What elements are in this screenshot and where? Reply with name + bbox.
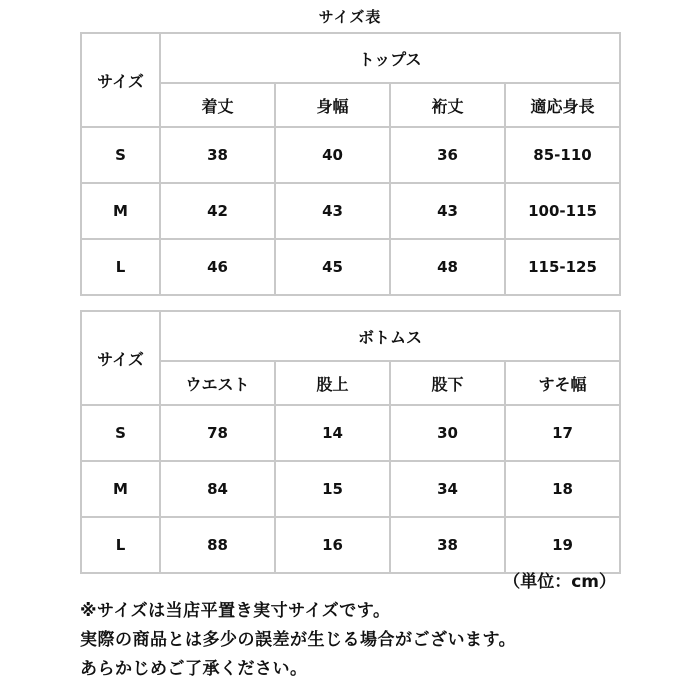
table-cell: 46 <box>160 239 275 295</box>
note-line: あらかじめご了承ください。 <box>80 659 308 679</box>
table-cell: 30 <box>390 405 505 461</box>
table-cell: 45 <box>275 239 390 295</box>
size-label: M <box>81 183 160 239</box>
table-cell: 36 <box>390 127 505 183</box>
table-cell: 17 <box>505 405 620 461</box>
page-title: サイズ表 <box>318 8 382 26</box>
tops-column-header-row <box>81 83 620 127</box>
table-cell: 14 <box>275 405 390 461</box>
column-header: 裄丈 <box>390 83 505 127</box>
table-cell: 78 <box>160 405 275 461</box>
column-header: 適応身長 <box>505 83 620 127</box>
note-line: ※サイズは当店平置き実寸サイズです。 <box>80 601 391 621</box>
table-cell: 16 <box>275 517 390 573</box>
table-cell: 85-110 <box>505 127 620 183</box>
bottoms-size-header: サイズ <box>81 311 160 405</box>
column-header: ウエスト <box>160 361 275 405</box>
tops-header-row <box>81 33 620 83</box>
bottoms-header-row <box>81 311 620 361</box>
table-cell: 18 <box>505 461 620 517</box>
size-label: L <box>81 239 160 295</box>
table-row <box>81 239 620 295</box>
note-line: 実際の商品とは多少の誤差が生じる場合がございます。 <box>80 630 517 650</box>
bottoms-group-label: ボトムス <box>160 311 620 361</box>
unit-note: （単位：cm） <box>503 572 616 592</box>
tops-size-header: サイズ <box>81 33 160 127</box>
table-row <box>81 461 620 517</box>
table-cell: 42 <box>160 183 275 239</box>
table-cell: 43 <box>390 183 505 239</box>
table-cell: 40 <box>275 127 390 183</box>
tops-group-label: トップス <box>160 33 620 83</box>
table-cell: 84 <box>160 461 275 517</box>
table-cell: 19 <box>505 517 620 573</box>
column-header: 着丈 <box>160 83 275 127</box>
column-header: すそ幅 <box>505 361 620 405</box>
table-cell: 88 <box>160 517 275 573</box>
notes-block <box>80 597 516 684</box>
table-cell: 38 <box>160 127 275 183</box>
table-cell: 38 <box>390 517 505 573</box>
table-row <box>81 405 620 461</box>
column-header: 身幅 <box>275 83 390 127</box>
table-row <box>81 127 620 183</box>
table-cell: 115-125 <box>505 239 620 295</box>
table-cell: 34 <box>390 461 505 517</box>
table-row <box>81 183 620 239</box>
table-row <box>81 517 620 573</box>
table-cell: 43 <box>275 183 390 239</box>
table-cell: 15 <box>275 461 390 517</box>
bottoms-size-table <box>80 310 621 574</box>
tops-size-table <box>80 32 621 296</box>
column-header: 股上 <box>275 361 390 405</box>
table-cell: 48 <box>390 239 505 295</box>
size-label: S <box>81 127 160 183</box>
size-label: S <box>81 405 160 461</box>
size-label: L <box>81 517 160 573</box>
size-label: M <box>81 461 160 517</box>
column-header: 股下 <box>390 361 505 405</box>
bottoms-column-header-row <box>81 361 620 405</box>
table-cell: 100-115 <box>505 183 620 239</box>
